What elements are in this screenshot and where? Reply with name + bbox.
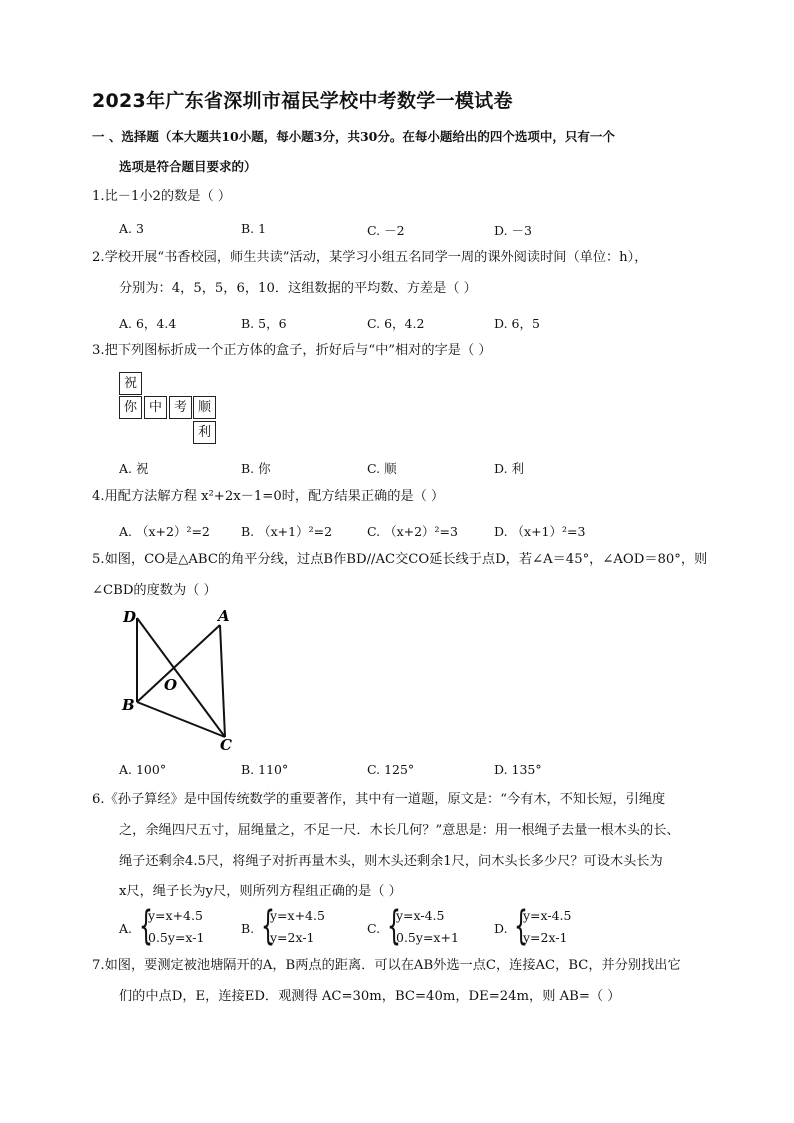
q6-c-eq2: 0.5y=x+1	[396, 930, 459, 945]
section-heading-line1: 一 、选择题（本大题共10小题，每小题3分，共30分。在每小题给出的四个选项中，只有一个	[92, 129, 615, 144]
question-7-line1: 7.如图，要测定被池塘隔开的A，B两点的距离．可以在AB外选一点C，连接AC，BC，并分别找出它	[92, 958, 681, 973]
question-1: 1.比－1小2的数是（ ）	[92, 189, 232, 204]
triangle-figure	[110, 600, 250, 755]
net-cell-kao: 考	[169, 396, 192, 419]
q1-option-b: B. 1	[241, 221, 267, 236]
q6-option-b-label: B.	[241, 921, 255, 936]
net-cell-zhong: 中	[144, 396, 167, 419]
page-title: 2023年广东省深圳市福民学校中考数学一模试卷	[92, 90, 513, 112]
question-6-line3: 绳子还剩余4.5尺，将绳子对折再量木头，则木头还剩余1尺，问木头长多少尺？可设木头长为	[119, 854, 663, 869]
brace-icon: {	[139, 903, 153, 949]
question-3: 3.把下列图标折成一个正方体的盒子，折好后与“中”相对的字是（ ）	[92, 343, 492, 358]
question-2-line2: 分别为：4，5，5，6，10．这组数据的平均数、方差是（ ）	[119, 281, 477, 296]
question-6-line1: 6.《孙子算经》是中国传统数学的重要著作，其中有一道题，原文是：“今有木，不知长短，引绳度	[92, 792, 666, 807]
q1-option-d: D. －3	[494, 223, 532, 238]
q3-option-a: A. 祝	[119, 461, 149, 476]
q1-option-a: A. 3	[119, 221, 144, 236]
brace-icon: {	[514, 903, 528, 949]
section-heading-line2: 选项是符合题目要求的）	[119, 159, 257, 174]
question-6-line2: 之，余绳四尺五寸，屈绳量之，不足一尺．木长几何？”意思是：用一根绳子去量一根木头的长、	[119, 823, 680, 838]
q6-b-eq2: y=2x-1	[270, 930, 315, 945]
line-ac	[220, 625, 225, 737]
label-b: B	[122, 696, 135, 714]
q6-d-eq1: y=x-4.5	[523, 908, 572, 923]
q4-option-c: C. （x+2）²=3	[367, 524, 458, 539]
q5-option-a: A. 100°	[119, 762, 167, 777]
q3-option-d: D. 利	[494, 461, 525, 476]
label-c: C	[220, 736, 232, 754]
q6-option-d-label: D.	[494, 921, 508, 936]
q5-option-c: C. 125°	[367, 762, 415, 777]
line-ba	[137, 625, 220, 702]
q6-a-eq1: y=x+4.5	[148, 908, 203, 923]
brace-icon: {	[261, 903, 275, 949]
q5-option-b: B. 110°	[241, 762, 289, 777]
q2-option-c: C. 6，4.2	[367, 316, 425, 331]
question-7-line2: 们的中点D，E，连接ED．观测得 AC=30m，BC=40m，DE=24m，则 AB=（ ）	[119, 989, 621, 1004]
q6-option-a-label: A.	[119, 921, 133, 936]
q4-option-b: B. （x+1）²=2	[241, 524, 333, 539]
net-cell-zhu: 祝	[119, 372, 142, 395]
q6-option-c-label: C.	[367, 921, 381, 936]
net-cell-li: 利	[193, 421, 216, 444]
q2-option-d: D. 6，5	[494, 316, 540, 331]
question-5-line1: 5.如图，CO是△ABC的角平分线，过点B作BD//AC交CO延长线于点D，若∠A＝45°，∠AOD＝80°，则	[92, 552, 708, 567]
brace-icon: {	[387, 903, 401, 949]
question-6-line4: x尺，绳子长为y尺，则所列方程组正确的是（ ）	[119, 884, 402, 899]
label-o: O	[164, 676, 178, 694]
q1-option-c: C. －2	[367, 223, 405, 238]
q3-option-c: C. 顺	[367, 461, 397, 476]
net-cell-ni: 你	[119, 396, 142, 419]
q5-option-d: D. 135°	[494, 762, 542, 777]
q2-option-a: A. 6，4.4	[119, 316, 177, 331]
q4-option-d: D. （x+1）²=3	[494, 524, 586, 539]
net-cell-shun: 顺	[193, 396, 216, 419]
q2-option-b: B. 5，6	[241, 316, 287, 331]
q4-option-a: A. （x+2）²=2	[119, 524, 210, 539]
question-5-line2: ∠CBD的度数为（ ）	[92, 583, 217, 598]
q3-option-b: B. 你	[241, 461, 271, 476]
label-d: D	[123, 608, 137, 626]
question-4: 4.用配方法解方程 x²+2x－1=0时，配方结果正确的是（ ）	[92, 489, 445, 504]
label-a: A	[218, 607, 230, 625]
question-2-line1: 2.学校开展“书香校园，师生共读”活动，某学习小组五名同学一周的课外阅读时间（单位：h），	[92, 250, 648, 265]
q6-b-eq1: y=x+4.5	[270, 908, 325, 923]
q6-a-eq2: 0.5y=x-1	[148, 930, 205, 945]
q6-c-eq1: y=x-4.5	[396, 908, 445, 923]
q6-d-eq2: y=2x-1	[523, 930, 568, 945]
